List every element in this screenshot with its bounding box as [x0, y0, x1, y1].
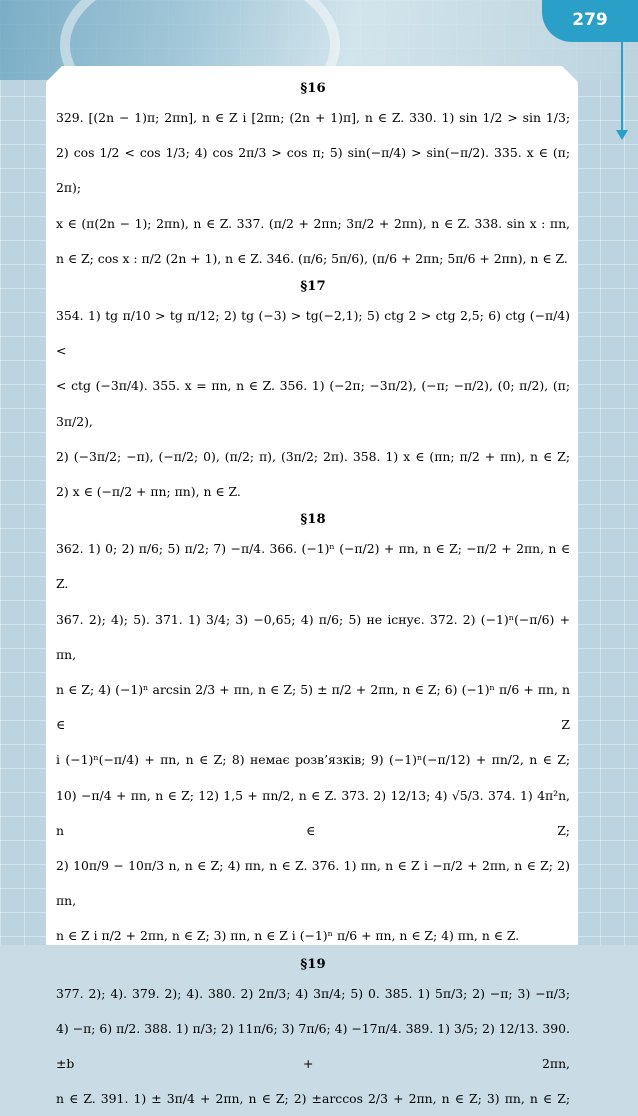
section-heading: §16 — [300, 81, 326, 96]
arrow-down-icon — [616, 130, 628, 140]
scroll-arrow-line — [621, 42, 623, 132]
answer-line: 2) 10π/9 − 10π/3 n, n ∈ Z; 4) πn, n ∈ Z. 376. 1) πn, n ∈ Z і −π/2 + 2πn, n ∈ Z; 2) πn, — [56, 858, 570, 909]
answer-line: 2) x ∈ (−π/2 + πn; πn), n ∈ Z. — [56, 484, 241, 500]
answer-line: 377. 2); 4). 379. 2); 4). 380. 2) 2π/3; 4) 3π/4; 5) 0. 385. 1) 5π/3; 2) −π; 3) −π/3; — [56, 985, 570, 1001]
answer-line: 362. 1) 0; 2) π/6; 5) π/2; 7) −π/4. 366. (−1)ⁿ (−π/2) + πn, n ∈ Z; −π/2 + 2πn, n ∈ Z. — [56, 541, 570, 592]
answer-line: 2) (−3π/2; −π), (−π/2; 0), (π/2; π), (3π/2; 2π). 358. 1) x ∈ (πn; π/2 + πn), n ∈ Z; — [56, 448, 570, 464]
answer-line: n ∈ Z і π/2 + 2πn, n ∈ Z; 3) πn, n ∈ Z і (−1)ⁿ π/6 + πn, n ∈ Z; 4) πn, n ∈ Z. — [56, 928, 520, 944]
answer-line: і (−1)ⁿ(−π/4) + πn, n ∈ Z; 8) немає розв’язків; 9) (−1)ⁿ(−π/12) + πn/2, n ∈ Z; — [56, 752, 570, 768]
answer-line: n ∈ Z. 391. 1) ± 3π/4 + 2πn, n ∈ Z; 2) ±arccos 2/3 + 2πn, n ∈ Z; 3) πn, n ∈ Z; — [56, 1091, 570, 1107]
answers-content — [56, 78, 570, 1116]
section-heading: §17 — [300, 279, 326, 295]
page-number-badge: 279 — [542, 0, 638, 42]
answer-line: < ctg (−3π/4). 355. x = πn, n ∈ Z. 356. 1) (−2π; −3π/2), (−π; −π/2), (0; π/2), (π; 3π/2), — [56, 378, 570, 429]
answer-line: 367. 2); 4); 5). 371. 1) 3/4; 3) −0,65; 4) π/6; 5) не існує. 372. 2) (−1)ⁿ(−π/6) + πn, — [56, 611, 570, 662]
answer-line: n ∈ Z; 4) (−1)ⁿ arcsin 2/3 + πn, n ∈ Z; 5) ± π/2 + 2πn, n ∈ Z; 6) (−1)ⁿ π/6 + πn, n ∈ Z — [56, 682, 570, 733]
answer-line: 10) −π/4 + πn, n ∈ Z; 12) 1,5 + πn/2, n ∈ Z. 373. 2) 12/13; 4) √5/3. 374. 1) 4π²n, n ∈ Z; — [56, 787, 570, 838]
section-heading: §19 — [300, 956, 326, 972]
section-heading: §18 — [300, 512, 326, 528]
answer-line: 2) cos 1/2 < cos 1/3; 4) cos 2π/3 > cos π; 5) sin(−π/4) > sin(−π/2). 335. x ∈ (π; 2π); — [56, 145, 570, 196]
answer-line: 4) −π; 6) π/2. 388. 1) π/3; 2) 11π/6; 3) 7π/6; 4) −17π/4. 389. 1) 3/5; 2) 12/13. 390. ±b + 2πn, — [56, 1020, 570, 1072]
answer-line: x ∈ (π(2n − 1); 2πn), n ∈ Z. 337. (π/2 + 2πn; 3π/2 + 2πn), n ∈ Z. 338. sin x : πn, — [56, 215, 570, 231]
answer-line: n ∈ Z; cos x : π/2 (2n + 1), n ∈ Z. 346. (π/6; 5π/6), (π/6 + 2πn; 5π/6 + 2πn), n ∈ Z. — [56, 250, 568, 266]
answer-line: 354. 1) tg π/10 > tg π/12; 2) tg (−3) > tg(−2,1); 5) ctg 2 > ctg 2,5; 6) ctg (−π/4) < — [56, 308, 570, 359]
answer-line: 329. [(2n − 1)π; 2πn], n ∈ Z і [2πn; (2n + 1)π], n ∈ Z. 330. 1) sin 1/2 > sin 1/3; — [56, 110, 570, 125]
